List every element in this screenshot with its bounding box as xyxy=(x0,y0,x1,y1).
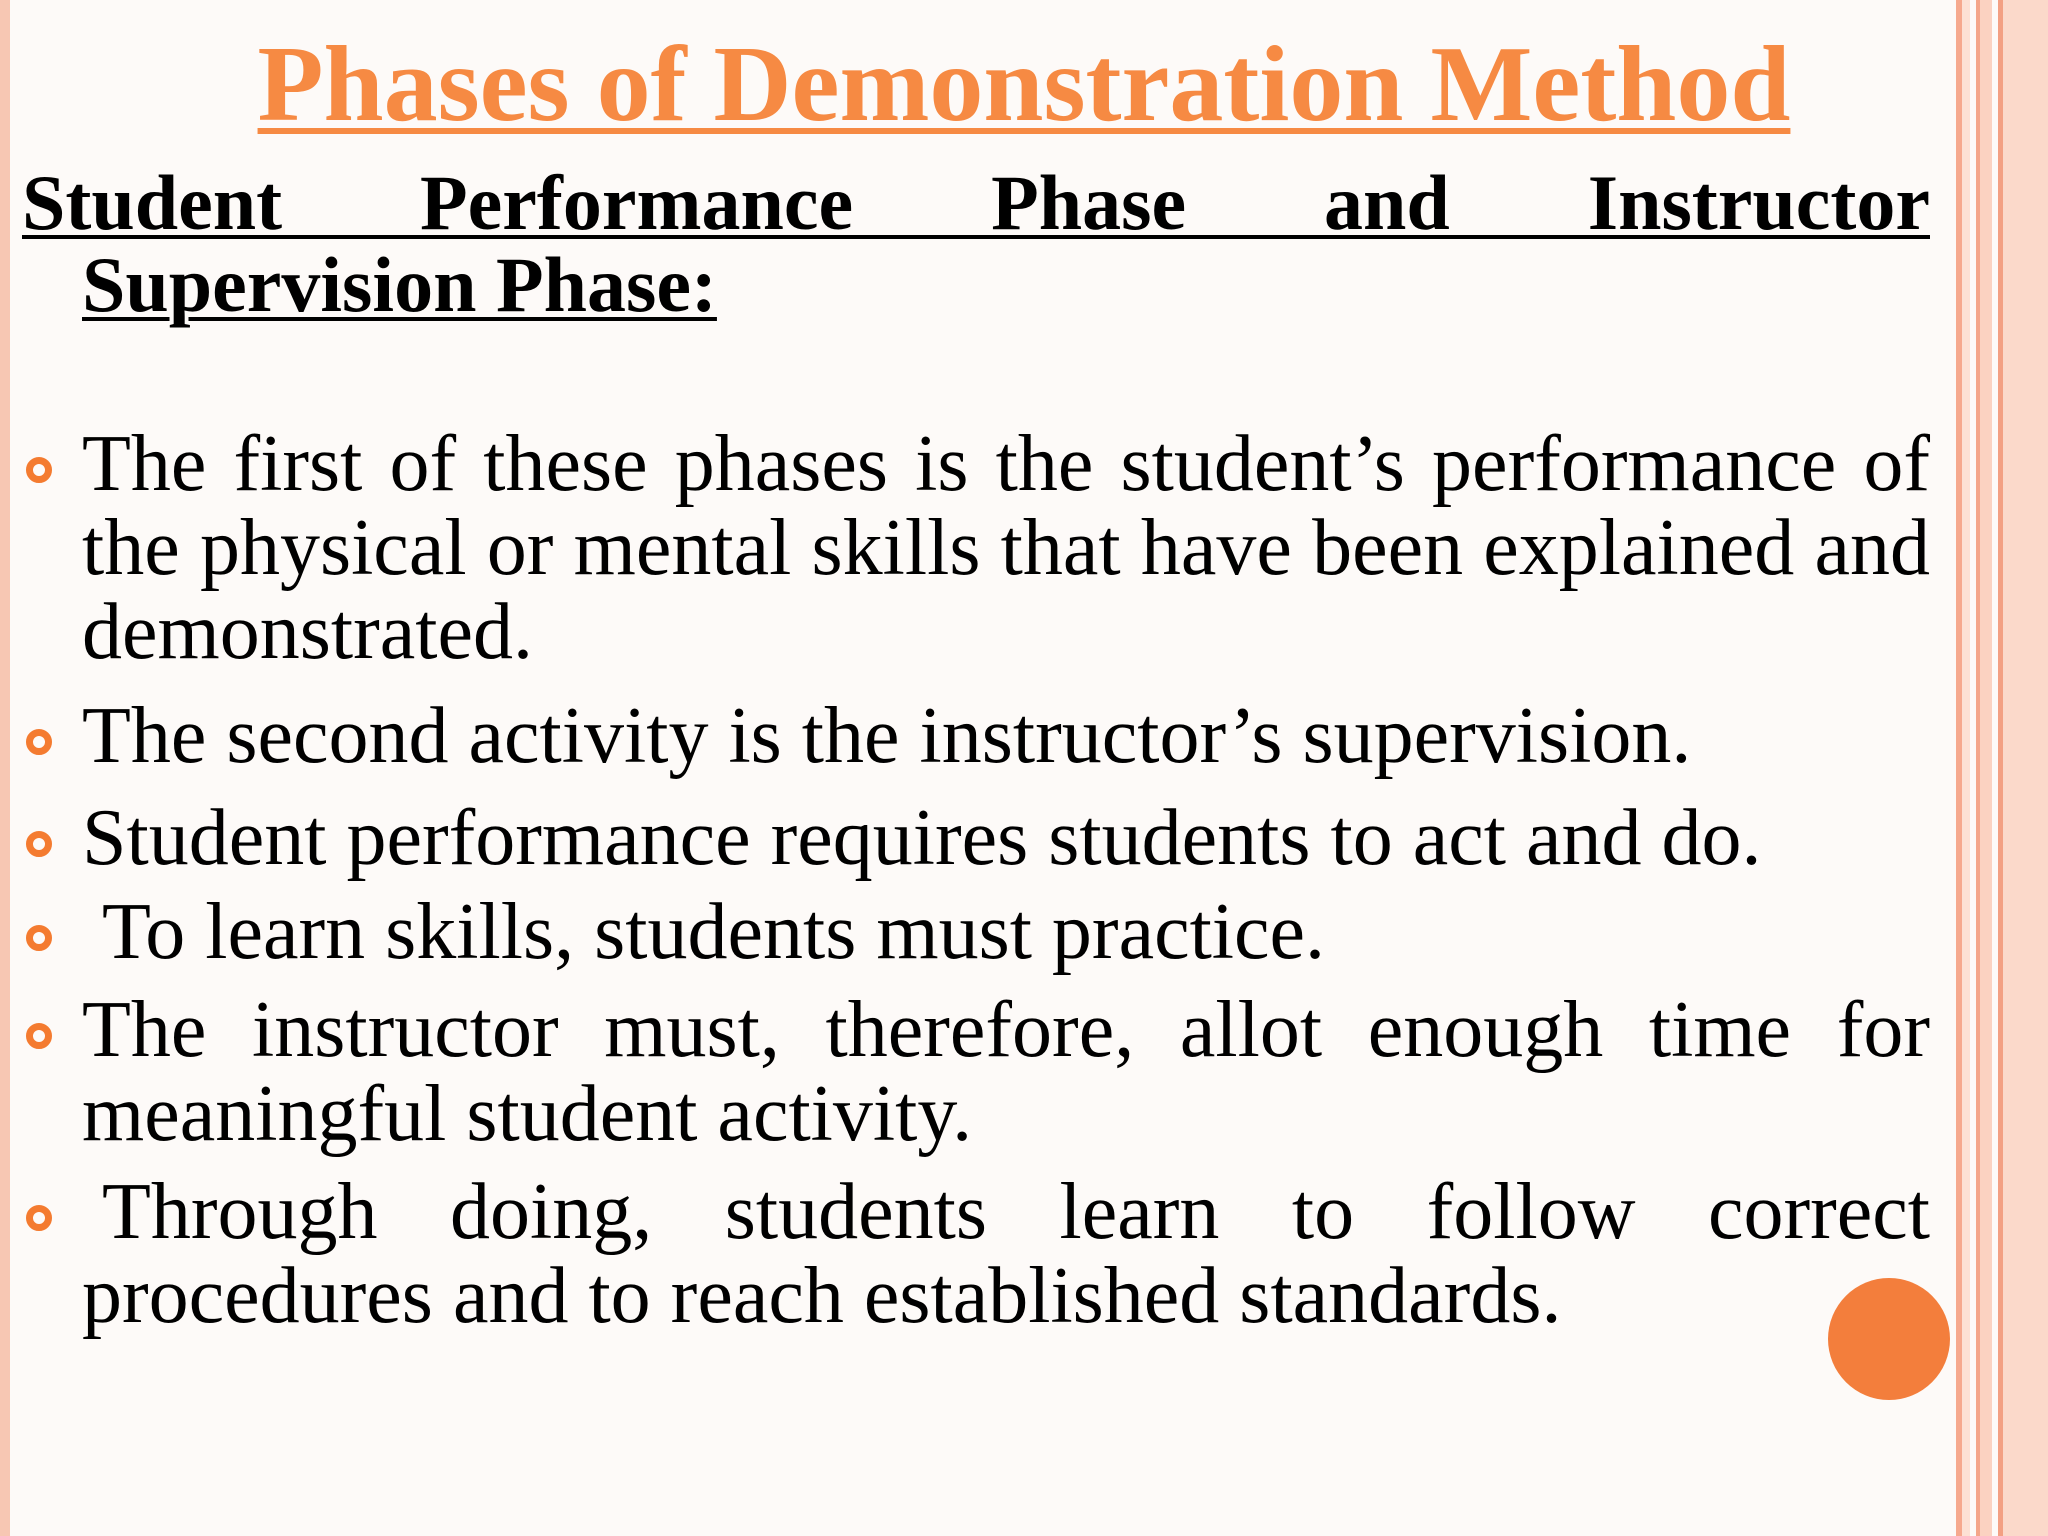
laser-pointer-dot xyxy=(1828,1278,1950,1400)
bullet-item xyxy=(22,796,1930,880)
bullet-item xyxy=(22,988,1930,1156)
bullet-item xyxy=(22,422,1930,674)
section-heading-line-1: Student Performance Phase and Instructor xyxy=(22,159,1930,246)
bullet-text: The second activity is the instructor’s supervision. xyxy=(82,692,1692,780)
bullet-ring-icon xyxy=(26,1023,52,1049)
section-heading-line-2: Supervision Phase: xyxy=(82,241,717,328)
bullet-text: To learn skills, students must practice. xyxy=(102,888,1326,976)
slide-right-border-stripe xyxy=(1962,0,1970,1536)
slide-left-edge xyxy=(0,0,10,1536)
bullet-item xyxy=(22,890,1930,974)
bullet-text: The first of these phases is the student’s performance of the physical or mental skills that have been explained and demonstrated. xyxy=(82,420,1930,676)
bullet-ring-icon xyxy=(26,925,52,951)
bullet-item xyxy=(22,694,1930,778)
bullet-ring-icon xyxy=(26,1205,52,1231)
bullet-item xyxy=(22,1170,1930,1338)
slide-right-border-stripe xyxy=(1980,0,1992,1536)
bullet-ring-icon xyxy=(26,831,52,857)
bullet-list xyxy=(22,422,1930,1358)
bullet-text: Student performance requires students to act and do. xyxy=(82,794,1762,882)
bullet-ring-icon xyxy=(26,729,52,755)
slide-title: Phases of Demonstration Method xyxy=(257,25,1791,144)
bullet-text: Through doing, students learn to follow correct procedures and to reach established standards. xyxy=(82,1168,1930,1340)
section-heading xyxy=(22,159,1930,328)
bullet-text: The instructor must, therefore, allot enough time for meaningful student activity. xyxy=(82,986,1930,1158)
slide-right-border-stripe xyxy=(2003,0,2048,1536)
bullet-ring-icon xyxy=(26,457,52,483)
